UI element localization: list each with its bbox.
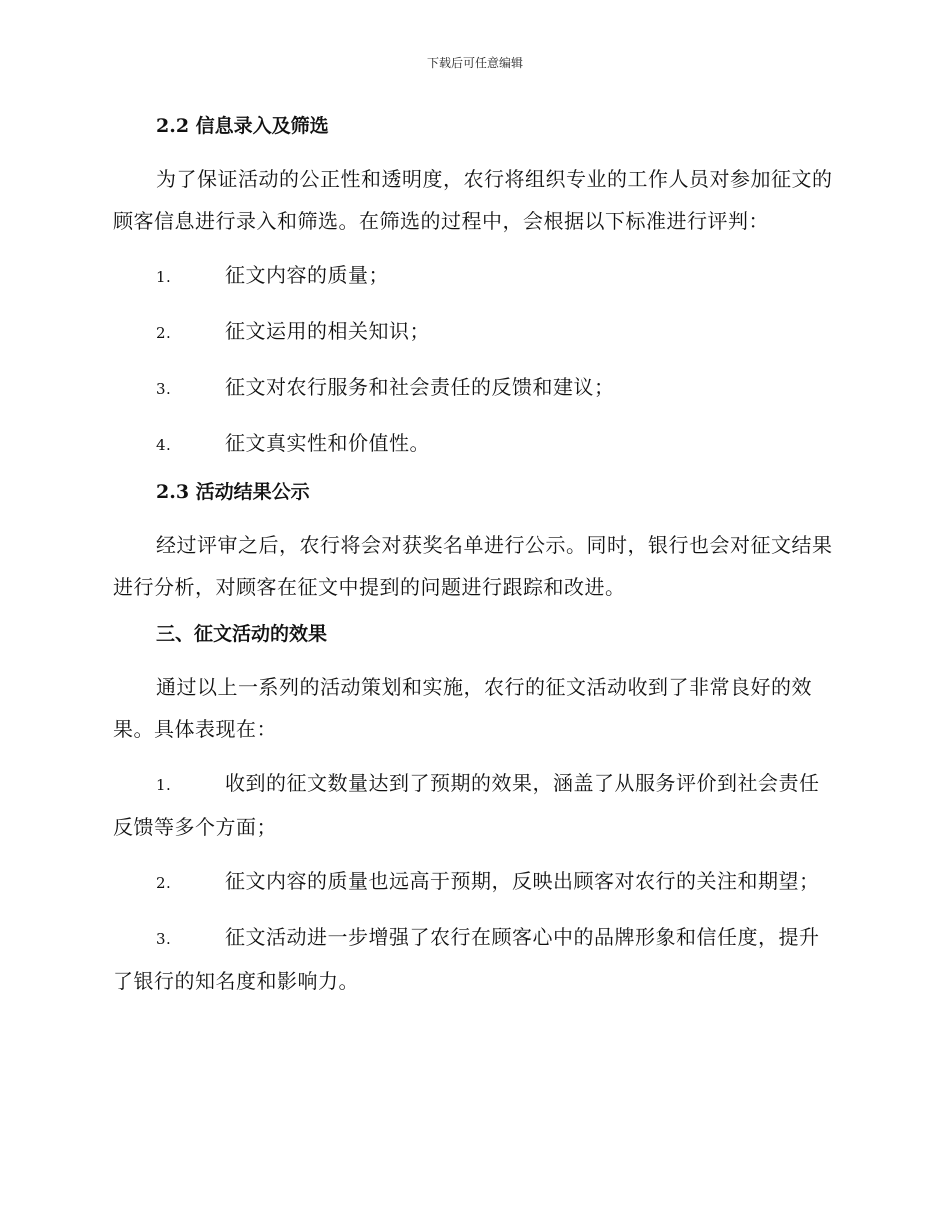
list-item [113,310,833,354]
list-item-number: 3. [156,930,172,948]
list-item [113,916,833,1002]
list-item [113,860,833,904]
document-body [113,112,833,1014]
list-item-number: 1. [156,268,172,286]
list-item-number: 1. [156,776,172,794]
page-header: 下载后可任意编辑 [426,56,523,70]
paragraph-2-2-intro: 为了保证活动的公正性和透明度，农行将组织专业的工作人员对参加征文的顾客信息进行录入和筛选。在筛选的过程中，会根据以下标准进行评判： [113,167,833,233]
list-item-text: 征文运用的相关知识； [225,319,430,343]
list-item-text: 征文活动进一步增强了农行在顾客心中的品牌形象和信任度，提升了银行的知名度和影响力。 [113,925,820,993]
list-item [113,422,833,466]
list-item-number: 3. [156,380,172,398]
list-item [113,762,833,848]
section-heading-2-2: 2.2 信息录入及筛选 [156,115,329,137]
criteria-list [113,254,833,466]
list-item-number: 2. [156,324,172,342]
section-heading-3: 三、征文活动的效果 [156,623,328,645]
list-item-text: 征文对农行服务和社会责任的反馈和建议； [225,375,615,399]
paragraph-2-3-body: 经过评审之后，农行将会对获奖名单进行公示。同时，银行也会对征文结果进行分析，对顾客在征文中提到的问题进行跟踪和改进。 [113,533,833,599]
list-item-text: 收到的征文数量达到了预期的效果，涵盖了从服务评价到社会责任反馈等多个方面； [113,771,820,839]
effects-list [113,762,833,1002]
list-item-number: 4. [156,436,172,454]
list-item [113,254,833,298]
list-item [113,366,833,410]
paragraph-3-intro: 通过以上一系列的活动策划和实施，农行的征文活动收到了非常良好的效果。具体表现在： [113,675,812,741]
list-item-text: 征文内容的质量； [225,263,389,287]
section-heading-2-3: 2.3 活动结果公示 [156,481,310,503]
list-item-text: 征文内容的质量也远高于预期，反映出顾客对农行的关注和期望； [225,869,820,893]
list-item-text: 征文真实性和价值性。 [225,431,430,455]
list-item-number: 2. [156,874,172,892]
